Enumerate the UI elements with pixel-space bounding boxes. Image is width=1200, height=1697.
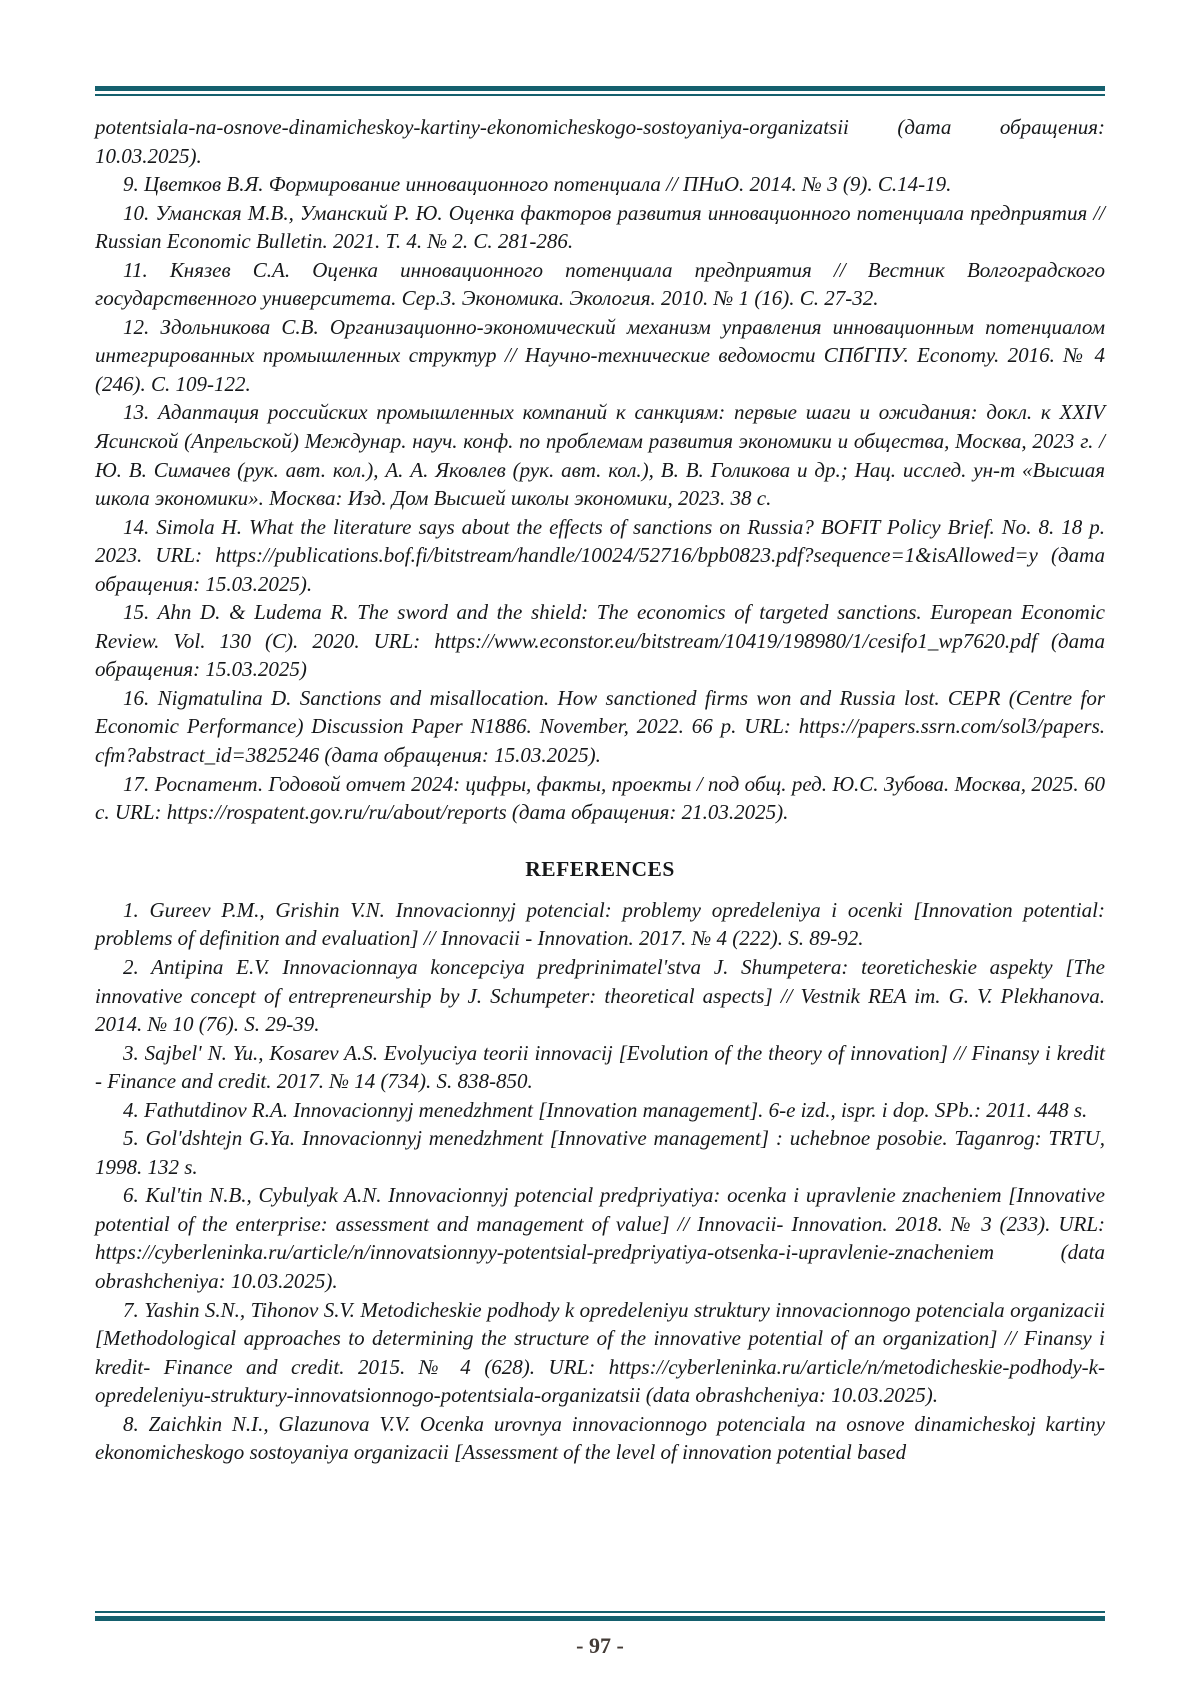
bibliography-item-14: 14. Simola H. What the literature says about the effects of sanctions on Russia? BOFIT Policy Brief. No. 8. 18 p. 2023. URL: https://publications.bof.fi/bitstream/handle/10024/52716/bpb0823.pdf?sequence=1&isAllowed=y (дата обращения: 15.03.2025). bbox=[95, 514, 1105, 596]
bottom-divider-thin-line bbox=[95, 1611, 1105, 1613]
reference-item-7: 7. Yashin S.N., Tihonov S.V. Metodicheskie podhody k opredeleniyu struktury innovacionnogo potenciala organizacii [Methodological approaches to determining the structure of the innovative potential of an organization] // Finansy i kredit- Finance and credit. 2015. № 4 (628). URL: https://cyberleninka.ru/article/n/metodicheskie-podhody-k-opredeleniyu-struktury-innovatsionnogo-potentsiala-organizatsii (data obrashcheniya: 10.03.2025). bbox=[95, 1297, 1105, 1408]
bottom-divider bbox=[95, 1611, 1105, 1621]
page-number: - 97 - bbox=[576, 1633, 624, 1658]
bibliography-item-12: 12. Здольникова С.В. Организационно-экономический механизм управления инновационным потенциалом интегрированных промышленных структур // Научно-технические ведомости СПбГПУ. Economy. 2016. № 4 (246). С. 109-122. bbox=[95, 314, 1105, 396]
reference-item-4: 4. Fathutdinov R.A. Innovacionnyj menedzhment [Innovation management]. 6-e izd., ispr. i dop. SPb.: 2011. 448 s. bbox=[123, 1097, 1088, 1122]
bibliography-continuation: potentsiala-na-osnove-dinamicheskoy-kartiny-ekonomicheskogo-sostoyaniya-organizatsii (дата обращения: 10.03.2025). bbox=[95, 115, 1105, 168]
top-divider bbox=[95, 86, 1105, 96]
reference-item-5: 5. Gol'dshtejn G.Ya. Innovacionnyj menedzhment [Innovative management] : uchebnoe posobie. Taganrog: TRTU, 1998. 132 s. bbox=[95, 1126, 1105, 1179]
bibliography-item-15: 15. Ahn D. & Ludema R. The sword and the shield: The economics of targeted sanctions. European Economic Review. Vol. 130 (C). 2020. URL: https://www.econstor.eu/bitstream/10419/198980/1/cesifo1_wp7620.pdf (дата обращения: 15.03.2025) bbox=[95, 600, 1105, 682]
bibliography-item-17: 17. Роспатент. Годовой отчет 2024: цифры, факты, проекты / под общ. ред. Ю.С. Зубова. Москва, 2025. 60 с. URL: https://rospatent.gov.ru/ru/about/reports (дата обращения: 21.03.2025). bbox=[95, 771, 1105, 825]
reference-item-2: 2. Antipina E.V. Innovacionnaya koncepciya predprinimatel'stva J. Shumpetera: teoreticheskie aspekty [The innovative concept of entrepreneurship by J. Schumpeter: theoretical aspects] // Vestnik REA im. G. V. Plekhanova. 2014. № 10 (76). S. 29-39. bbox=[95, 955, 1105, 1037]
references-heading: REFERENCES bbox=[525, 856, 675, 881]
bibliography-item-11: 11. Князев С.А. Оценка инновационного потенциала предприятия // Вестник Волгоградского государственного университета. Сер.3. Экономика. Экология. 2010. № 1 (16). С. 27-32. bbox=[95, 257, 1105, 311]
page-body bbox=[0, 96, 1200, 1467]
reference-item-1: 1. Gureev P.M., Grishin V.N. Innovacionnyj potencial: problemy opredeleniya i ocenki [Innovation potential: problems of definition and evaluation] // Innovacii - Innovation. 2017. № 4 (222). S. 89-92. bbox=[95, 897, 1105, 951]
top-divider-thick-line bbox=[95, 86, 1105, 91]
bibliography-item-10: 10. Уманская М.В., Уманский Р. Ю. Оценка факторов развития инновационного потенциала предприятия // Russian Economic Bulletin. 2021. Т. 4. № 2. С. 281-286. bbox=[95, 200, 1105, 254]
bottom-divider-thick-line bbox=[95, 1616, 1105, 1621]
bibliography-item-13: 13. Адаптация российских промышленных компаний к санкциям: первые шаги и ожидания: докл. к XXIV Ясинской (Апрельской) Междунар. науч. конф. по проблемам развития экономики и общества, Москва, 2023 г. / Ю. В. Симачев (рук. авт. кол.), А. А. Яковлев (рук. авт. кол.), В. В. Голикова и др.; Нац. исслед. ун-т «Высшая школа экономики». Москва: Изд. Дом Высшей школы экономики, 2023. 38 с. bbox=[95, 400, 1105, 511]
reference-item-8: 8. Zaichkin N.I., Glazunova V.V. Ocenka urovnya innovacionnogo potenciala na osnove dinamicheskoj kartiny ekonomicheskogo sostoyaniya organizacii [Assessment of the level of innovation potential based bbox=[95, 1411, 1105, 1465]
reference-item-3: 3. Sajbel' N. Yu., Kosarev A.S. Evolyuciya teorii innovacij [Evolution of the theory of innovation] // Finansy i kredit - Finance and credit. 2017. № 14 (734). S. 838-850. bbox=[95, 1040, 1105, 1094]
bibliography-item-16: 16. Nigmatulina D. Sanctions and misallocation. How sanctioned firms won and Russia lost. CEPR (Centre for Economic Performance) Discussion Paper N1886. November, 2022. 66 p. URL: https://papers.ssrn.com/sol3/papers. cfm?abstract_id=3825246 (дата обращения: 15.03.2025). bbox=[95, 685, 1105, 768]
reference-item-6: 6. Kul'tin N.B., Cybulyak A.N. Innovacionnyj potencial predpriyatiya: ocenka i upravlenie znacheniem [Innovative potential of the enterprise: assessment and management of value] // Innovacii- Innovation. 2018. № 3 (233). URL: https://cyberleninka.ru/article/n/innovatsionnyy-potentsial-predpriyatiya-otsenka-i-upravlenie-znacheniem (data obrashcheniya: 10.03.2025). bbox=[95, 1183, 1105, 1294]
bibliography-item-9: 9. Цветков В.Я. Формирование инновационного потенциала // ПНиО. 2014. № 3 (9). С.14-19. bbox=[123, 172, 952, 197]
